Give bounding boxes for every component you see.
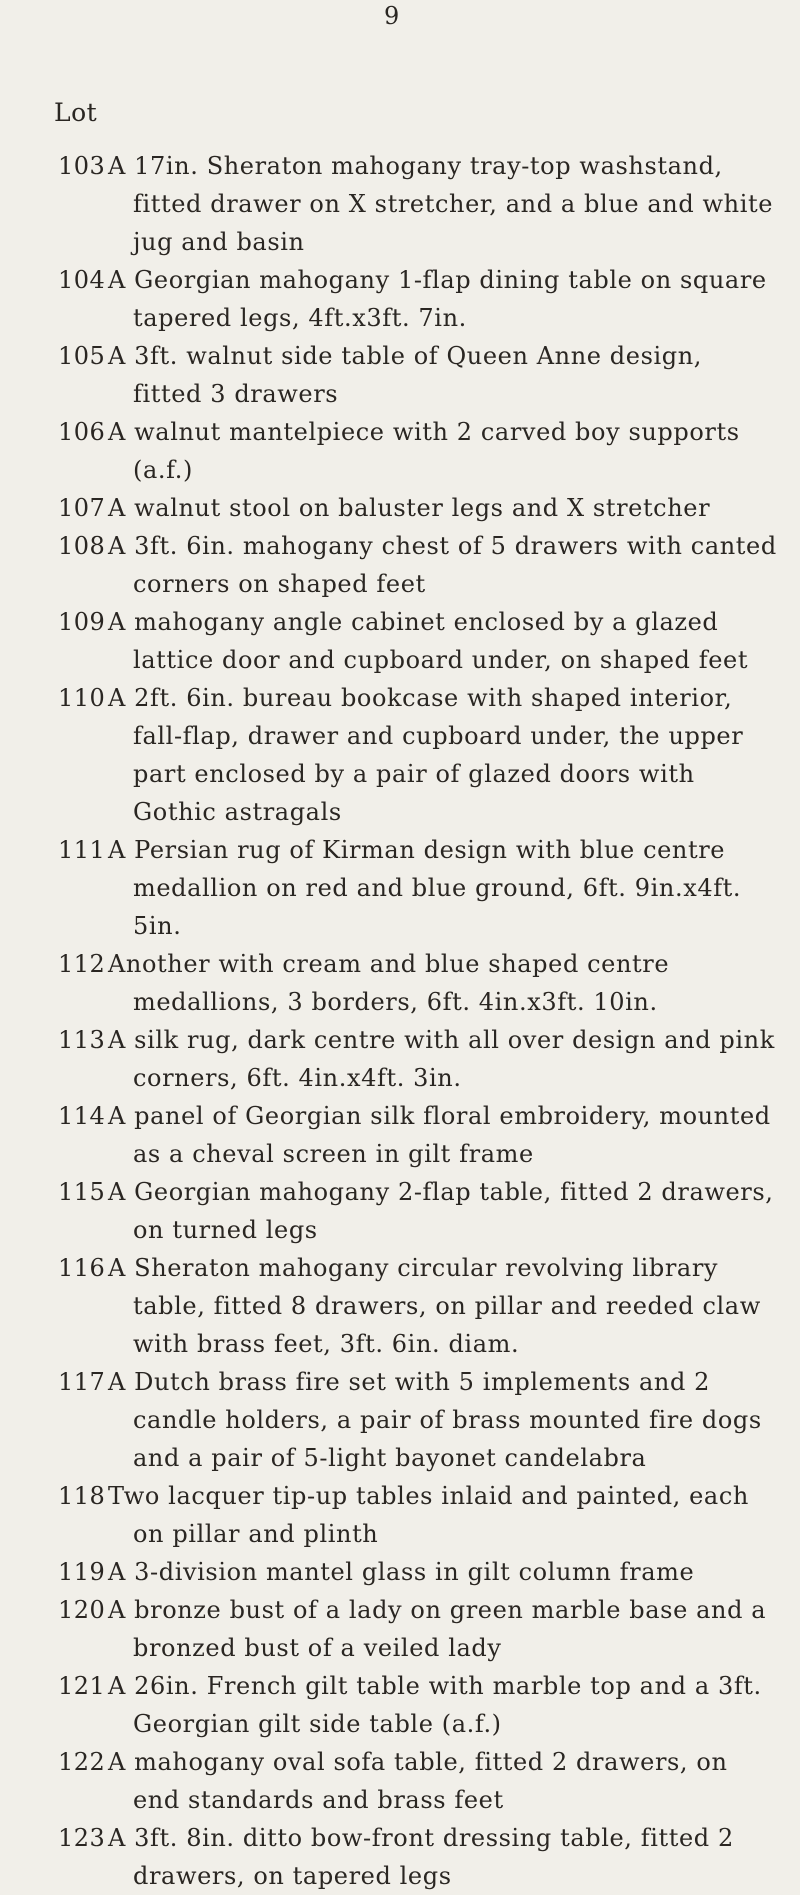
- lot-description: A walnut mantelpiece with 2 carved boy supports (a.f.): [108, 418, 740, 484]
- lot-entry: [0, 1667, 800, 1743]
- lot-entry: [0, 679, 800, 831]
- lot-description: A Georgian mahogany 1-flap dining table on square tapered legs, 4ft.x3ft. 7in.: [108, 266, 767, 332]
- lot-column-heading: Lot: [54, 98, 98, 127]
- lot-description: A walnut stool on baluster legs and X stretcher: [108, 494, 711, 522]
- lot-description: A Georgian mahogany 2-flap table, fitted 2 drawers, on turned legs: [108, 1178, 774, 1244]
- lot-description: A Persian rug of Kirman design with blue centre medallion on red and blue ground, 6ft. 9in.x4ft. 5in.: [108, 836, 742, 940]
- lot-number: 118: [58, 1482, 106, 1510]
- lot-number: 111: [58, 836, 106, 864]
- lot-entry: [0, 1097, 800, 1173]
- lot-number: 116: [58, 1254, 106, 1282]
- lot-number: 112: [58, 950, 106, 978]
- lot-number: 113: [58, 1026, 106, 1054]
- lot-number: 119: [58, 1558, 106, 1586]
- lot-description: A bronze bust of a lady on green marble base and a bronzed bust of a veiled lady: [108, 1596, 767, 1662]
- lot-description: A Sheraton mahogany circular revolving library table, fitted 8 drawers, on pillar and reeded claw with brass feet, 3ft. 6in. diam.: [108, 1254, 761, 1358]
- lot-description: A 3ft. 8in. ditto bow-front dressing table, fitted 2 drawers, on tapered legs: [108, 1824, 734, 1890]
- lot-entry: [0, 1249, 800, 1363]
- lot-number: 115: [58, 1178, 106, 1206]
- lot-number: 109: [58, 608, 106, 636]
- lot-entry: [0, 1819, 800, 1895]
- lot-number: 123: [58, 1824, 106, 1852]
- lot-number: 105: [58, 342, 106, 370]
- lot-number: 108: [58, 532, 106, 560]
- lot-entry: [0, 1477, 800, 1553]
- lot-number: 117: [58, 1368, 106, 1396]
- lot-entry: [0, 489, 800, 527]
- lot-entry: [0, 1021, 800, 1097]
- lot-entry: [0, 1591, 800, 1667]
- lot-description: A panel of Georgian silk floral embroidery, mounted as a cheval screen in gilt frame: [108, 1102, 771, 1168]
- lot-description: A 3-division mantel glass in gilt column frame: [108, 1558, 695, 1586]
- lot-list: [0, 147, 800, 1895]
- lot-number: 121: [58, 1672, 106, 1700]
- lot-description: A 17in. Sheraton mahogany tray-top washstand, fitted drawer on X stretcher, and a blue and white jug and basin: [108, 152, 774, 256]
- lot-description: A 2ft. 6in. bureau bookcase with shaped interior, fall-flap, drawer and cupboard under, the upper part enclosed by a pair of glazed doors with Gothic astragals: [108, 684, 744, 826]
- lot-description: Another with cream and blue shaped centre medallions, 3 borders, 6ft. 4in.x3ft. 10in.: [108, 950, 670, 1016]
- lot-description: A mahogany oval sofa table, fitted 2 drawers, on end standards and brass feet: [108, 1748, 728, 1814]
- lot-description: A Dutch brass fire set with 5 implements and 2 candle holders, a pair of brass mounted fire dogs and a pair of 5-light bayonet candelabra: [108, 1368, 762, 1472]
- lot-description: Two lacquer tip-up tables inlaid and painted, each on pillar and plinth: [108, 1482, 749, 1548]
- lot-description: A silk rug, dark centre with all over design and pink corners, 6ft. 4in.x4ft. 3in.: [108, 1026, 775, 1092]
- lot-entry: [0, 831, 800, 945]
- lot-number: 120: [58, 1596, 106, 1624]
- lot-entry: [0, 1173, 800, 1249]
- lot-entry: [0, 945, 800, 1021]
- lot-entry: [0, 337, 800, 413]
- lot-number: 106: [58, 418, 106, 446]
- page-number: 9: [384, 2, 400, 30]
- lot-number: 103: [58, 152, 106, 180]
- lot-number: 104: [58, 266, 106, 294]
- lot-description: A 3ft. walnut side table of Queen Anne design, fitted 3 drawers: [108, 342, 703, 408]
- lot-entry: [0, 527, 800, 603]
- lot-description: A mahogany angle cabinet enclosed by a glazed lattice door and cupboard under, on shaped feet: [108, 608, 749, 674]
- lot-number: 107: [58, 494, 106, 522]
- lot-entry: [0, 1553, 800, 1591]
- lot-entry: [0, 1363, 800, 1477]
- lot-entry: [0, 1743, 800, 1819]
- lot-description: A 3ft. 6in. mahogany chest of 5 drawers with canted corners on shaped feet: [108, 532, 777, 598]
- lot-entry: [0, 413, 800, 489]
- lot-number: 114: [58, 1102, 106, 1130]
- lot-entry: [0, 261, 800, 337]
- lot-entry: [0, 603, 800, 679]
- lot-number: 110: [58, 684, 106, 712]
- lot-entry: [0, 147, 800, 261]
- lot-description: A 26in. French gilt table with marble top and a 3ft. Georgian gilt side table (a.f.): [108, 1672, 762, 1738]
- lot-number: 122: [58, 1748, 106, 1776]
